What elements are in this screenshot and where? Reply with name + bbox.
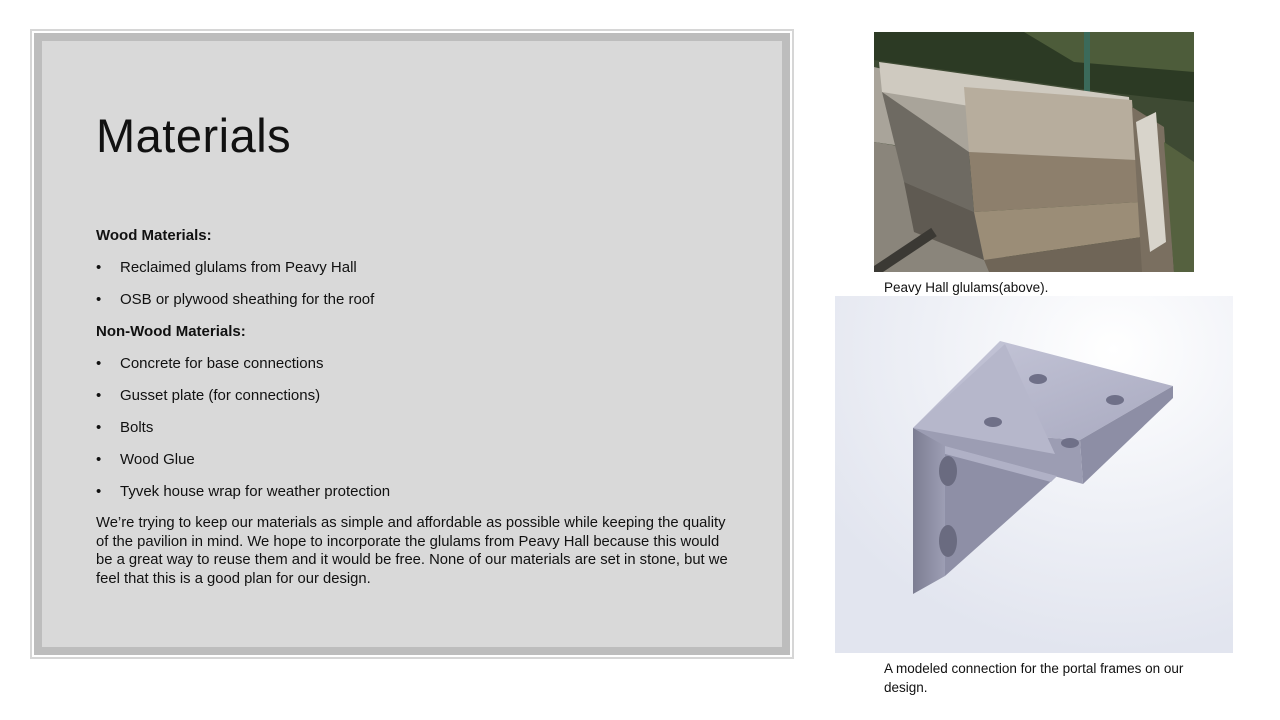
list-item: [96, 418, 736, 438]
model-caption: A modeled connection for the portal frames on our design.: [884, 661, 1184, 695]
list-item-label: Bolts: [120, 419, 154, 436]
list-item-label: Concrete for base connections: [120, 355, 324, 372]
photo-caption: Peavy Hall glulams(above).: [884, 280, 1049, 295]
list-item: [96, 482, 736, 502]
list-item-label: Tyvek house wrap for weather protection: [120, 483, 391, 500]
materials-paragraph: We’re trying to keep our materials as simple and affordable as possible while keeping the quality of the pavilion in mind. We hope to incorporate the glulams from Peavy Hall because this would be a great way to reuse them and it would be free. None of our materials are set in stone, but we feel that this is a good plan for our design.: [96, 515, 728, 587]
list-item: [96, 354, 736, 374]
connection-model-render: [835, 296, 1233, 653]
wood-materials-heading: Wood Materials:: [96, 227, 212, 244]
materials-content: [96, 226, 736, 588]
bullet-icon: •: [96, 451, 102, 468]
bullet-icon: •: [96, 291, 102, 308]
bullet-icon: •: [96, 419, 102, 436]
list-item: [96, 450, 736, 470]
list-item-label: Reclaimed glulams from Peavy Hall: [120, 259, 357, 276]
nonwood-materials-list: [96, 354, 736, 502]
bullet-icon: •: [96, 355, 102, 372]
bullet-icon: •: [96, 259, 102, 276]
list-item: [96, 386, 736, 406]
list-item: [96, 290, 736, 310]
nonwood-materials-heading: Non-Wood Materials:: [96, 323, 246, 340]
list-item-label: Gusset plate (for connections): [120, 387, 321, 404]
bullet-icon: •: [96, 483, 102, 500]
wood-materials-list: [96, 258, 736, 310]
list-item-label: Wood Glue: [120, 451, 195, 468]
glulam-photo-image: [874, 32, 1194, 272]
list-item-label: OSB or plywood sheathing for the roof: [120, 291, 375, 308]
bullet-icon: •: [96, 387, 102, 404]
glulam-photo: [874, 32, 1194, 272]
angle-bracket-image: [835, 296, 1233, 653]
list-item: [96, 258, 736, 278]
slide-title: Materials: [96, 109, 292, 162]
